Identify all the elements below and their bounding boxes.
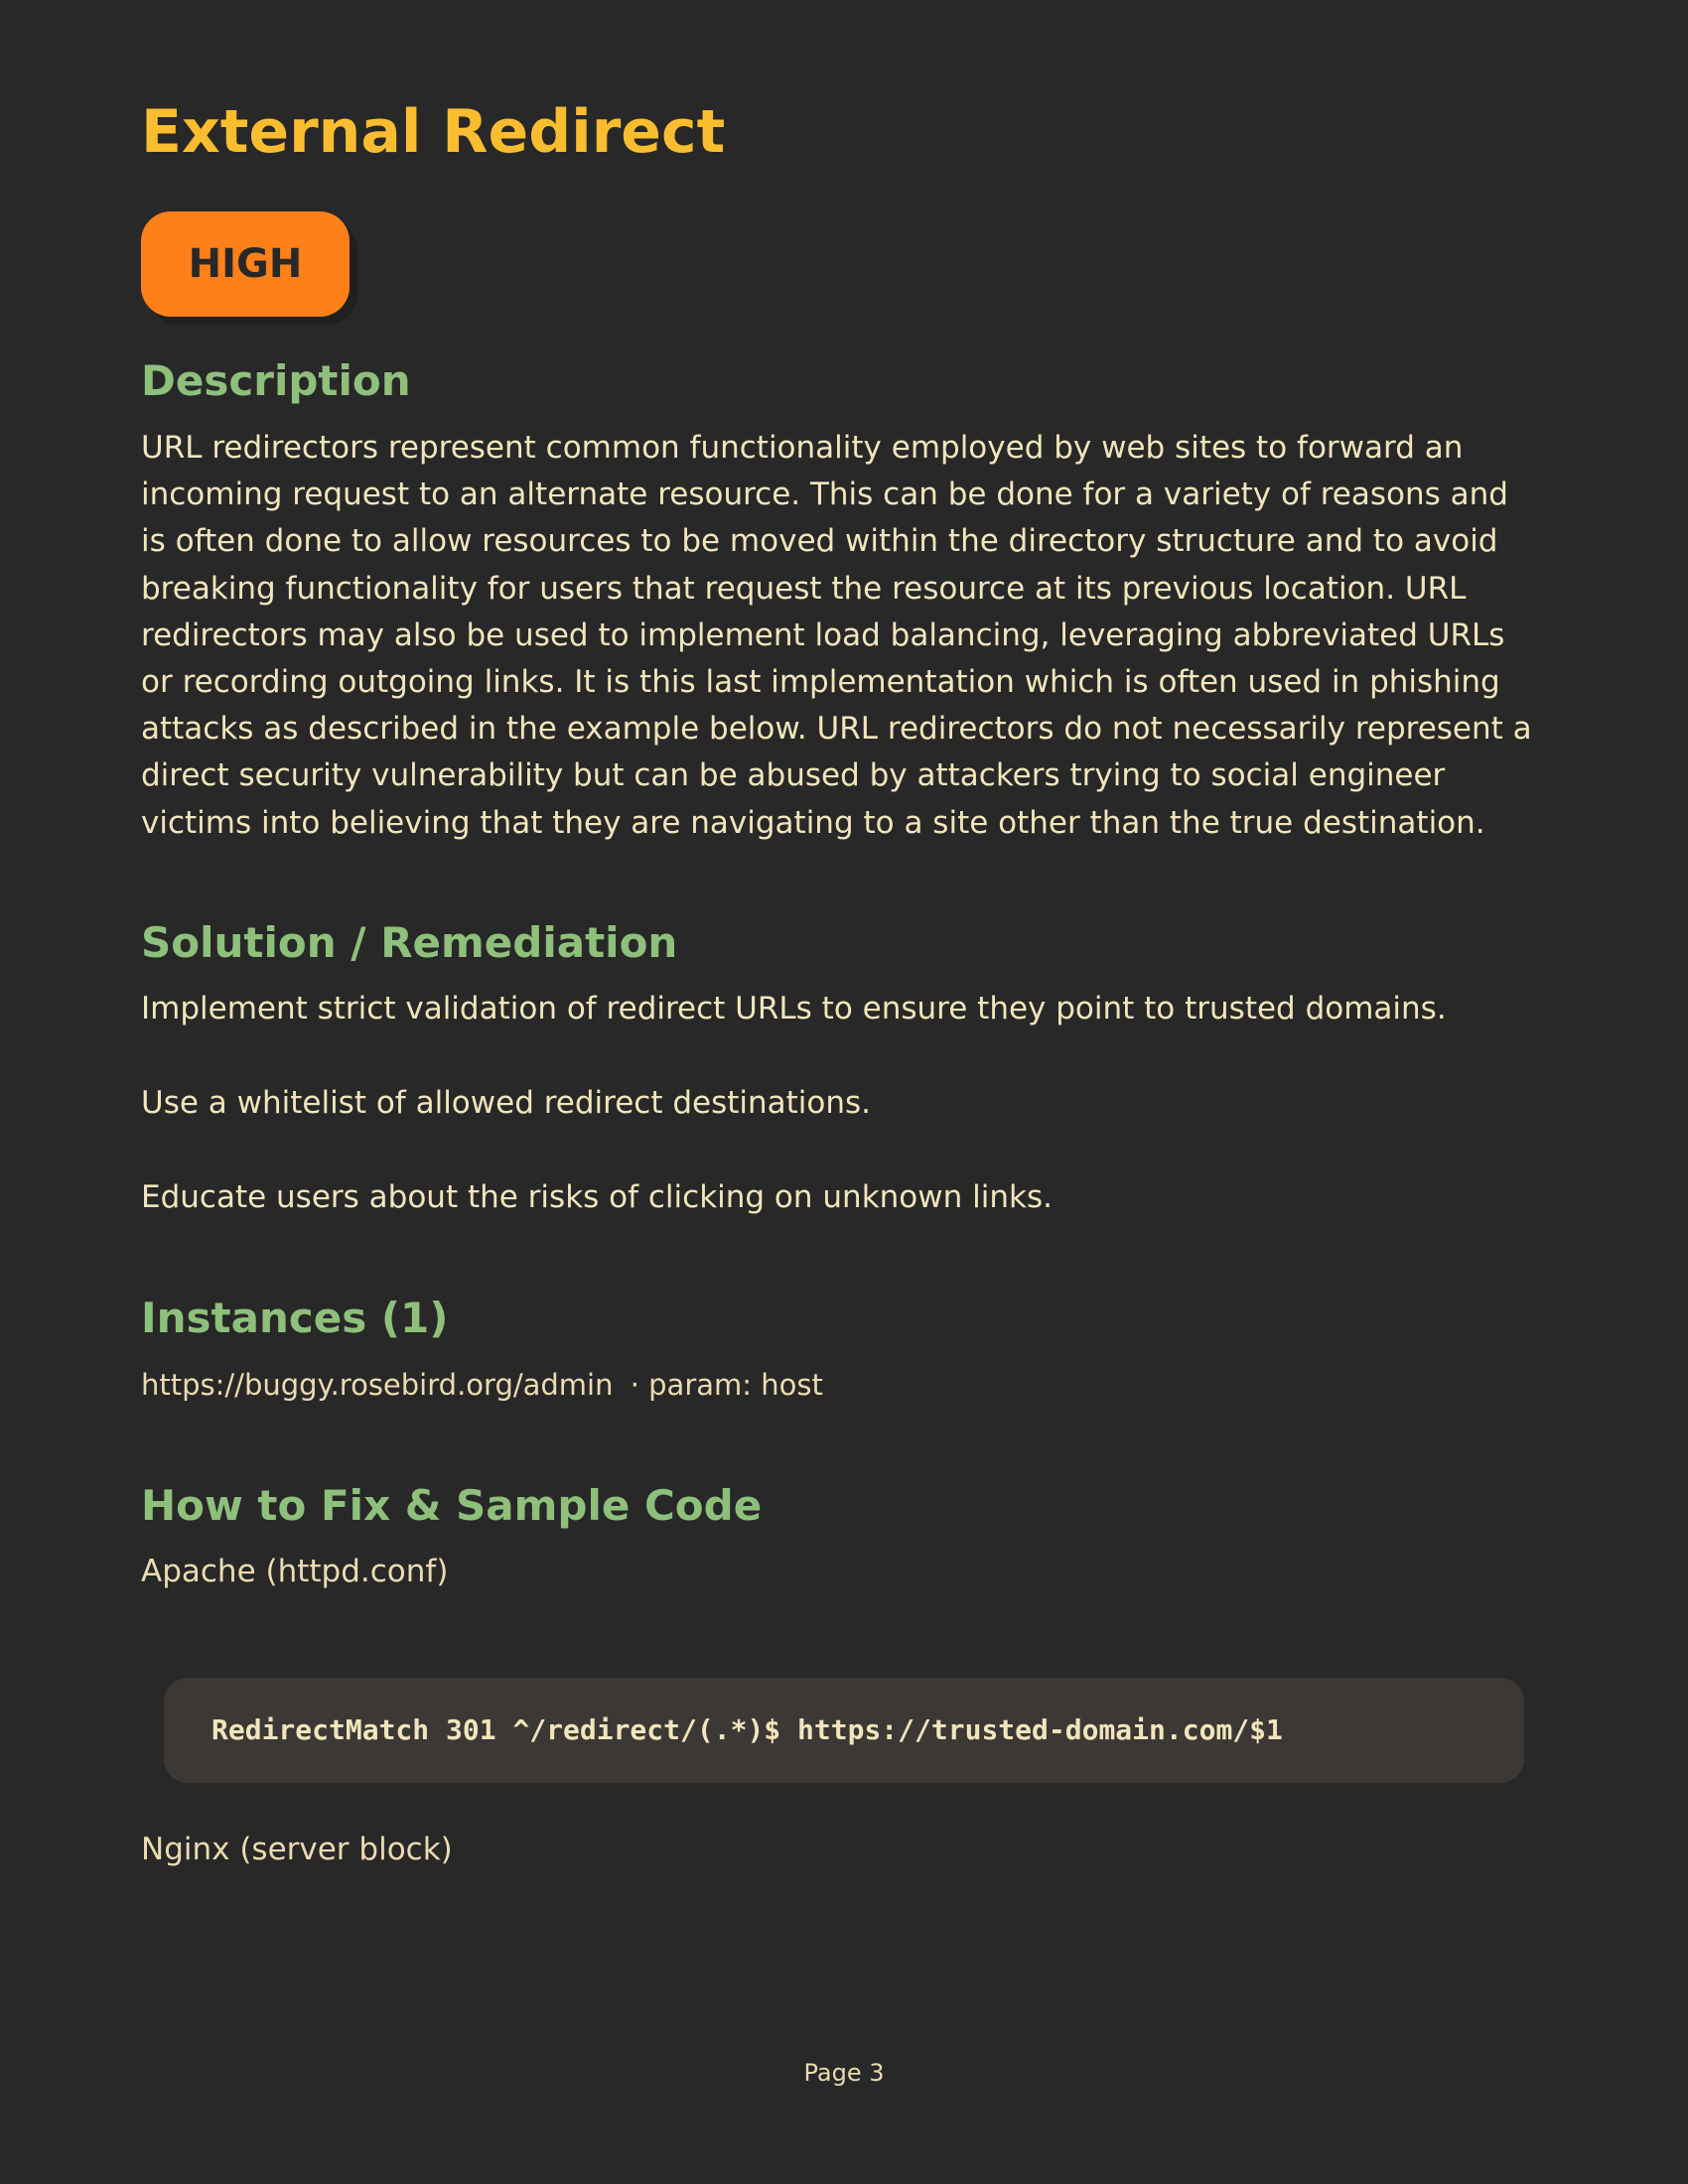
description-heading: Description	[141, 356, 411, 405]
severity-badge: HIGH	[141, 211, 350, 317]
page-number: Page 3	[803, 2059, 885, 2087]
solution-heading: Solution / Remediation	[141, 918, 678, 967]
instances-heading: Instances (1)	[141, 1294, 449, 1342]
apache-label: Apache (httpd.conf)	[141, 1554, 449, 1589]
apache-code: RedirectMatch 301 ^/redirect/(.*)$ https://trusted-domain.com/$1	[211, 1713, 1283, 1746]
description-text: URL redirectors represent common functionality employed by web sites to forward an incoming request to an alternate resource. This can be done for a variety of reasons and is often done to allow resources to be moved within the directory structure and to avoid breaking functionality for users that request the resource at its previous location. URL redirectors may also be used to implement load balancing, leveraging abbreviated URLs or recording outgoing links. It is this last implementation which is often used in phishing attacks as described in the example below. URL redirectors do not necessarily represent a direct security vulnerability but can be abused by attackers trying to social engineer victims into believing that they are navigating to a site other than the true destination.	[141, 430, 1532, 841]
apache-code-block	[164, 1678, 1524, 1783]
instance-item	[141, 1363, 823, 1407]
instance-url[interactable]: https://buggy.rosebird.org/admin	[141, 1368, 614, 1402]
instance-param: · param: host	[630, 1368, 823, 1402]
solution-line: Use a whitelist of allowed redirect destinations.	[141, 1085, 872, 1121]
how-to-fix-heading: How to Fix & Sample Code	[141, 1481, 763, 1530]
nginx-label: Nginx (server block)	[141, 1832, 453, 1867]
solution-line: Educate users about the risks of clicking on unknown links.	[141, 1179, 1053, 1215]
page-title: External Redirect	[141, 97, 726, 167]
solution-line: Implement strict validation of redirect URLs to ensure they point to trusted domains.	[141, 991, 1447, 1026]
